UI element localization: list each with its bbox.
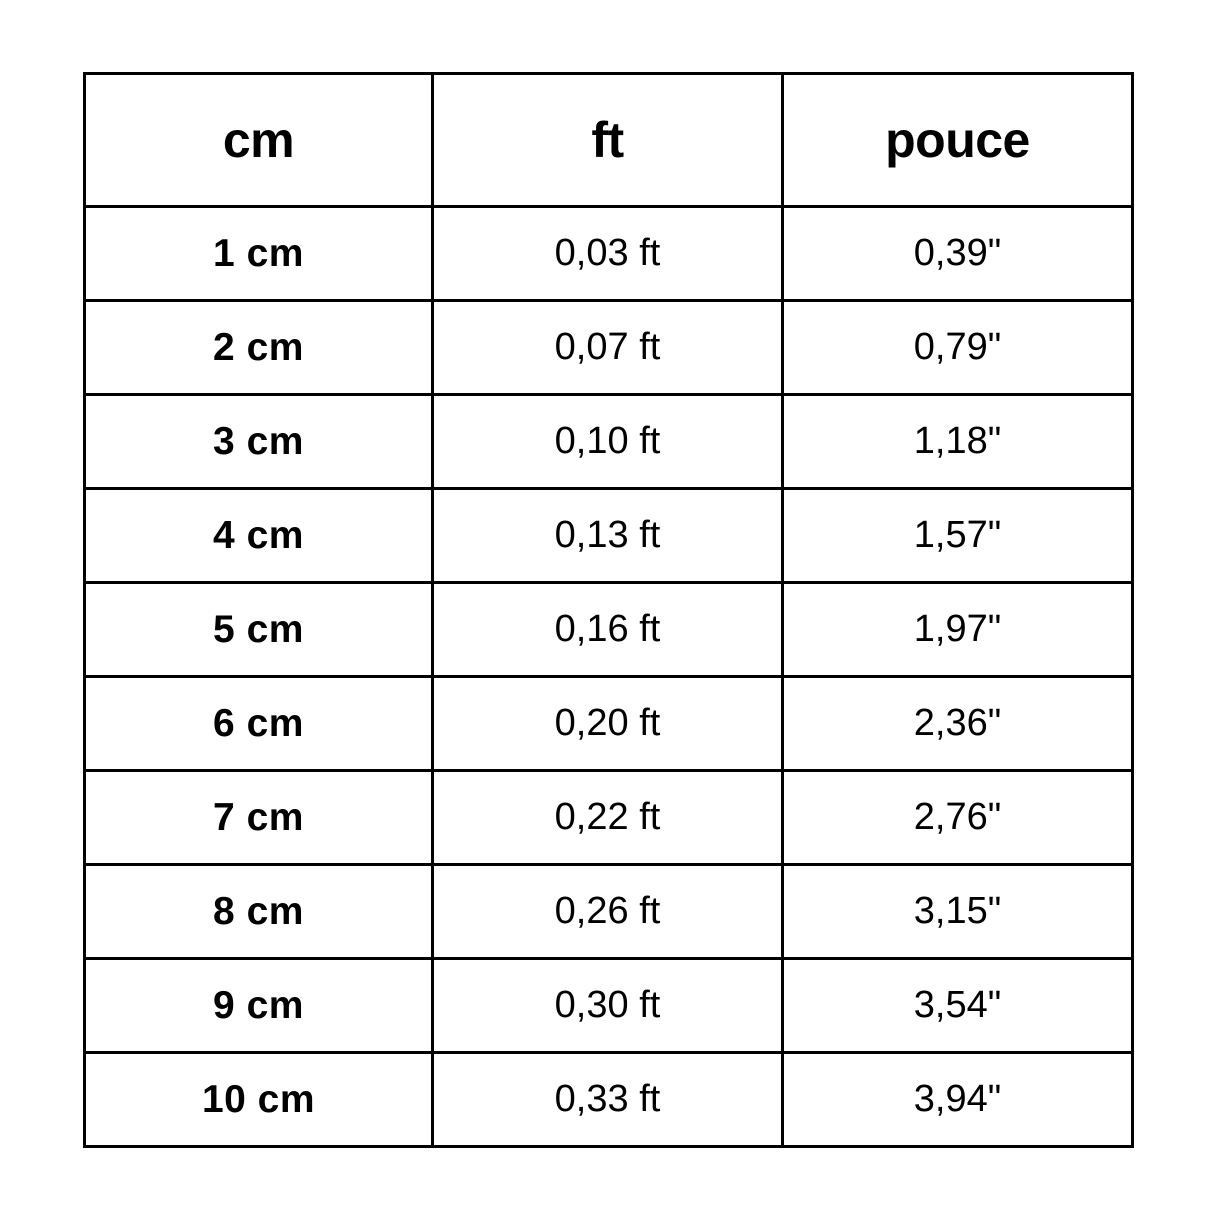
cell-ft: 0,13 ft [433,489,783,583]
cell-pouce: 3,15" [783,865,1133,959]
cell-ft: 0,30 ft [433,959,783,1053]
cell-pouce: 1,97" [783,583,1133,677]
table-row [85,583,1133,677]
table-body [85,207,1133,1147]
cell-cm: 3 cm [85,395,433,489]
cell-pouce: 2,76" [783,771,1133,865]
table-header-row [85,74,1133,207]
table-row [85,301,1133,395]
cell-pouce: 2,36" [783,677,1133,771]
column-header-ft: ft [433,74,783,207]
table-row [85,677,1133,771]
cell-cm: 7 cm [85,771,433,865]
cell-cm: 8 cm [85,865,433,959]
cell-ft: 0,16 ft [433,583,783,677]
conversion-table [83,72,1134,1148]
cell-ft: 0,33 ft [433,1053,783,1147]
table-row [85,1053,1133,1147]
cell-ft: 0,22 ft [433,771,783,865]
cell-cm: 10 cm [85,1053,433,1147]
cell-cm: 6 cm [85,677,433,771]
cell-pouce: 1,57" [783,489,1133,583]
table-header [85,74,1133,207]
table-row [85,865,1133,959]
table-row [85,489,1133,583]
cell-pouce: 0,79" [783,301,1133,395]
cell-ft: 0,03 ft [433,207,783,301]
cell-pouce: 0,39" [783,207,1133,301]
cell-cm: 2 cm [85,301,433,395]
table-container [83,72,1131,1142]
column-header-pouce: pouce [783,74,1133,207]
cell-pouce: 3,54" [783,959,1133,1053]
cell-cm: 4 cm [85,489,433,583]
cell-ft: 0,07 ft [433,301,783,395]
cell-pouce: 3,94" [783,1053,1133,1147]
table-row [85,395,1133,489]
cell-cm: 1 cm [85,207,433,301]
table-row [85,959,1133,1053]
cell-pouce: 1,18" [783,395,1133,489]
cell-cm: 5 cm [85,583,433,677]
cell-ft: 0,26 ft [433,865,783,959]
table-row [85,771,1133,865]
cell-ft: 0,20 ft [433,677,783,771]
cell-cm: 9 cm [85,959,433,1053]
column-header-cm: cm [85,74,433,207]
cell-ft: 0,10 ft [433,395,783,489]
table-row [85,207,1133,301]
